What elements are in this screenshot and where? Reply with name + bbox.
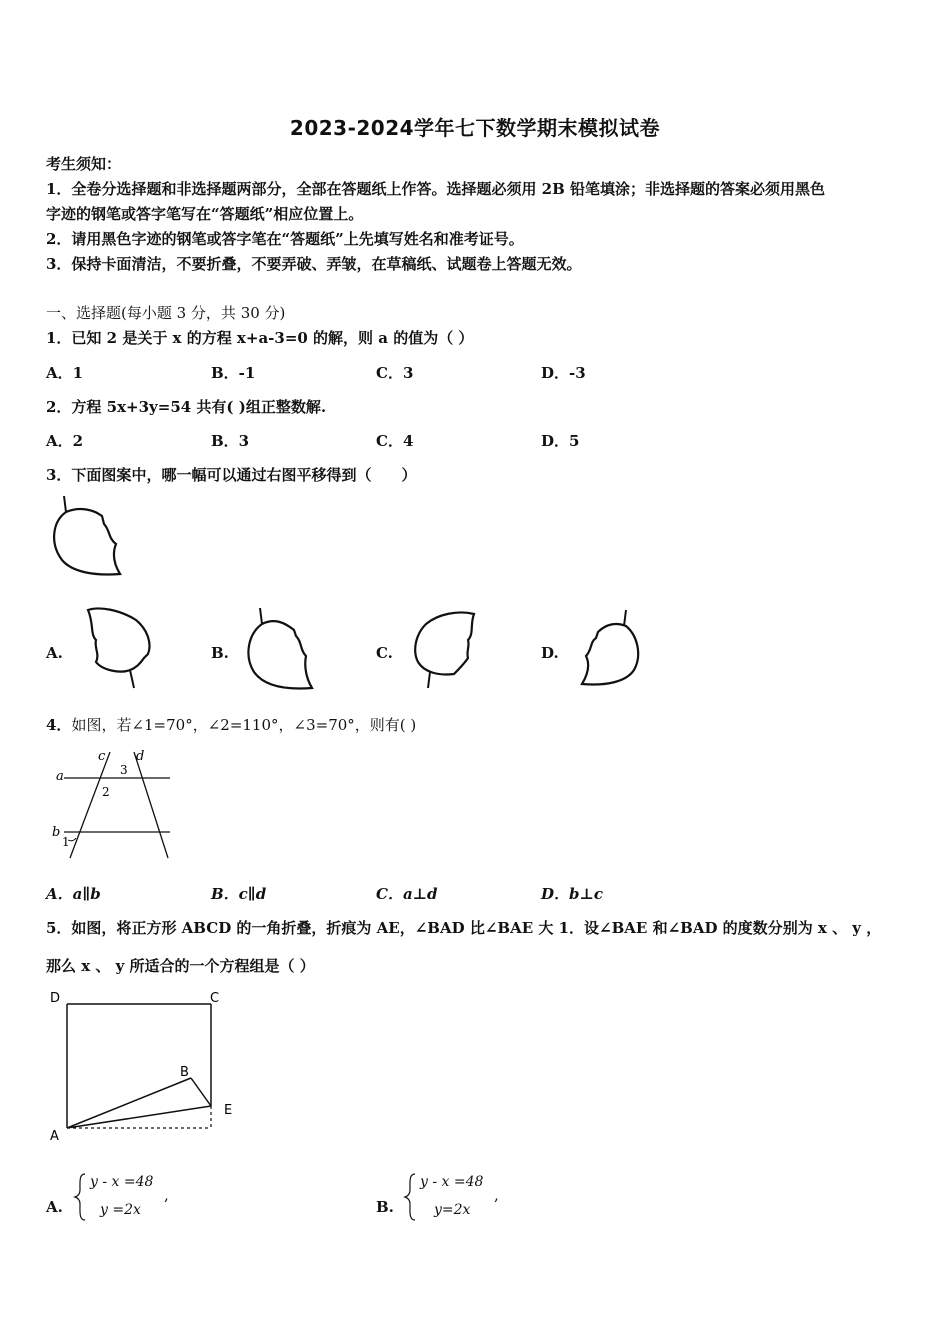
- q2-option-b: B．3: [211, 432, 250, 450]
- q4-option-d: D．b⊥c: [541, 885, 604, 903]
- q2-option-c: C．4: [376, 432, 414, 450]
- q5-option-a-comma: ,: [164, 1186, 169, 1204]
- q5-option-a-eq-2: y =2x: [100, 1202, 141, 1218]
- q1-option-a: A．1: [46, 364, 84, 382]
- q1-option-d: D．-3: [541, 364, 586, 382]
- q4-label-angle-2: 2: [102, 785, 110, 799]
- q5-label-d: D: [50, 991, 61, 1006]
- q3-option-a-label: A.: [46, 644, 63, 662]
- q2-option-d: D．5: [541, 432, 580, 450]
- q4-label-b: b: [52, 825, 61, 840]
- q3-option-a-leaf: [80, 604, 156, 692]
- q5-option-b-eq-2: y=2x: [434, 1202, 471, 1218]
- q3-option-d-label: D.: [541, 644, 559, 662]
- q5-label-a: A: [50, 1129, 59, 1144]
- q2-option-a: A．2: [46, 432, 84, 450]
- q4-stem-text: 如图，若∠1=70°，∠2=110°，∠3=70°，则有( ): [71, 716, 417, 734]
- q5-figure: [46, 986, 246, 1146]
- q3-reference-leaf-figure: [44, 494, 124, 578]
- q5-stem-line-2: 那么 x 、 y 所适合的一个方程组是（ ）: [46, 957, 315, 975]
- q4-option-c: C．a⊥d: [376, 885, 438, 903]
- q5-option-a-eq-1: y - x =48: [90, 1174, 154, 1190]
- section-heading: 一、选择题(每小题 3 分，共 30 分): [46, 304, 286, 322]
- q1-option-b: B．-1: [211, 364, 256, 382]
- q2-stem: 2．方程 5x+3y=54 共有( )组正整数解.: [46, 398, 327, 416]
- q3-option-c-leaf: [408, 606, 488, 692]
- q4-label-d: d: [136, 749, 145, 764]
- q5-option-b-eq-1: y - x =48: [420, 1174, 484, 1190]
- q4-label-c: c: [98, 749, 106, 764]
- q5-option-b-comma: ,: [494, 1186, 499, 1204]
- q4-option-a: A．a∥b: [46, 885, 101, 903]
- notice-heading: 考生须知：: [46, 155, 122, 173]
- notice-line-1b: 字迹的钢笔或答字笔写在“答题纸”相应位置上。: [46, 205, 364, 223]
- q5-option-b-label: B.: [376, 1198, 394, 1216]
- q1-stem: 1．已知 2 是关于 x 的方程 x+a-3=0 的解，则 a 的值为（ ）: [46, 329, 474, 347]
- q5-option-b-brace: [404, 1172, 418, 1222]
- notice-line-3: 3．保持卡面清洁，不要折叠，不要弄破、弄皱，在草稿纸、试题卷上答题无效。: [46, 255, 582, 273]
- q4-label-angle-3: 3: [120, 763, 128, 777]
- q5-label-b: B: [180, 1065, 189, 1080]
- q3-option-c-label: C.: [376, 644, 393, 662]
- q4-option-b: B．c∥d: [211, 885, 267, 903]
- q4-figure: [48, 746, 183, 864]
- q5-stem-line-1: 5．如图，将正方形 ABCD 的一角折叠，折痕为 AE，∠BAD 比∠BAE 大 1．设∠BAE 和∠BAD 的度数分别为 x 、 y ，: [46, 919, 882, 937]
- q3-option-d-leaf: [574, 608, 650, 690]
- q3-stem: 3．下面图案中，哪一幅可以通过右图平移得到（ ）: [46, 466, 417, 484]
- notice-line-1a: 1．全卷分选择题和非选择题两部分，全部在答题纸上作答。选择题必须用 2B 铅笔填涂；非选择题的答案必须用黑色: [46, 180, 826, 198]
- q5-option-a-brace: [74, 1172, 88, 1222]
- q5-option-a-label: A.: [46, 1198, 63, 1216]
- q3-option-b-label: B.: [211, 644, 229, 662]
- q5-label-c: C: [210, 991, 220, 1006]
- q3-option-b-leaf: [240, 604, 316, 694]
- page-title: 2023-2024学年七下数学期末模拟试卷: [289, 116, 661, 140]
- q4-label-angle-1: 1: [62, 835, 70, 849]
- q1-option-c: C．3: [376, 364, 414, 382]
- notice-line-2: 2．请用黑色字迹的钢笔或答字笔在“答题纸”上先填写姓名和准考证号。: [46, 230, 524, 248]
- q5-label-e: E: [224, 1103, 233, 1118]
- q4-number: 4．: [46, 716, 72, 734]
- q4-label-a: a: [56, 769, 64, 784]
